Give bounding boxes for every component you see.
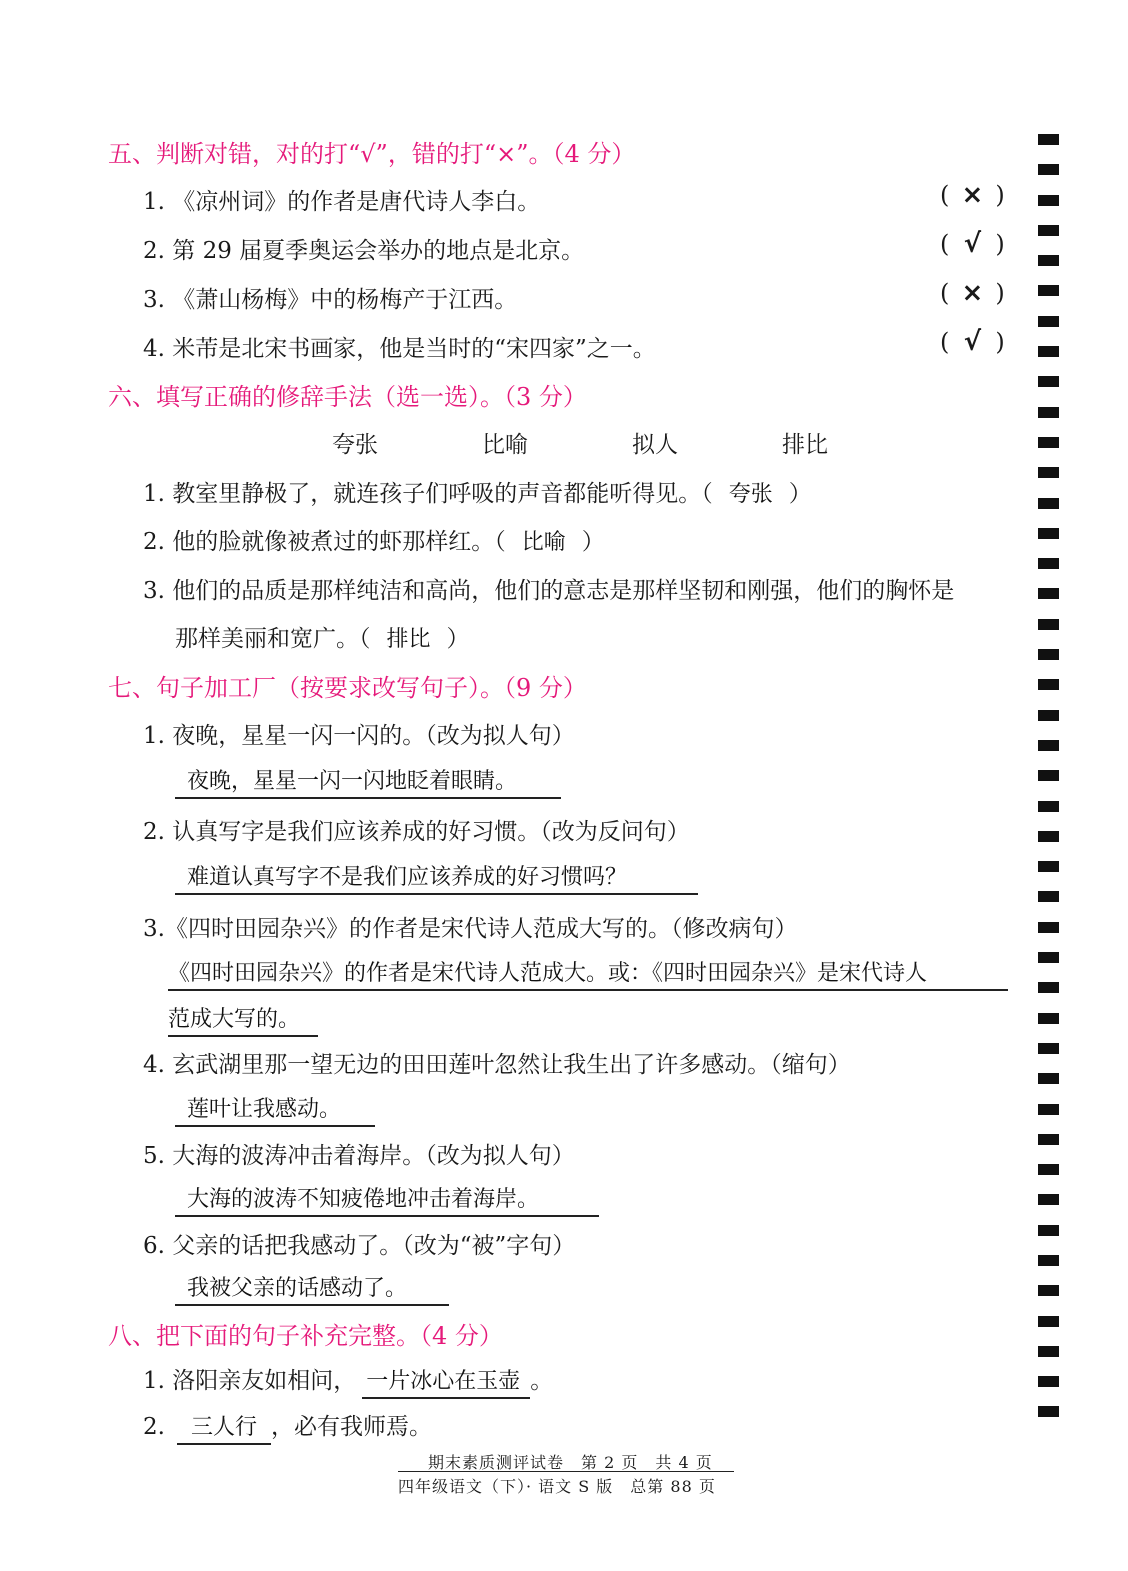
- s7-a2: 难道认真写字不是我们应该养成的好习惯吗？: [175, 860, 698, 895]
- s6-item-3-cont: 那样美丽和宽广。（ 排比 ）: [175, 626, 470, 652]
- s5-answer-1: ( × ): [940, 180, 1005, 210]
- section-7-title: 七、句子加工厂（按要求改写句子）。（9 分）: [108, 674, 587, 702]
- footer-line-2: 四年级语文（下）· 语文 S 版 总第 88 页: [398, 1477, 716, 1496]
- s8-item-2: 2. 三人行 ，必有我师焉。: [143, 1408, 432, 1445]
- s7-q6: 6. 父亲的话把我感动了。（改为“被”字句）: [143, 1233, 576, 1259]
- s5-answer-4: ( √ ): [940, 327, 1005, 357]
- option-2: 比喻: [482, 432, 528, 458]
- s5-item-3: 3. 《萧山杨梅》中的杨梅产于江西。: [143, 287, 518, 313]
- option-4: 排比: [782, 432, 828, 458]
- s7-q2: 2. 认真写字是我们应该养成的好习惯。（改为反问句）: [143, 819, 690, 845]
- s8-item-1: 1. 洛阳亲友如相问， 一片冰心在玉壶 。: [143, 1362, 553, 1399]
- s7-a3: 《四时田园杂兴》的作者是宋代诗人范成大。或：《四时田园杂兴》是宋代诗人: [168, 956, 1008, 991]
- section-6-title: 六、填写正确的修辞手法（选一选）。（3 分）: [108, 383, 587, 411]
- s6-item-2: 2. 他的脸就像被煮过的虾那样红。（ 比喻 ）: [143, 529, 605, 555]
- s6-item-3: 3. 他们的品质是那样纯洁和高尚，他们的意志是那样坚韧和刚强，他们的胸怀是: [143, 578, 955, 604]
- s7-q1: 1. 夜晚，星星一闪一闪的。（改为拟人句）: [143, 723, 575, 749]
- s5-answer-3: ( × ): [940, 278, 1005, 308]
- section-8-title: 八、把下面的句子补充完整。（4 分）: [108, 1322, 503, 1350]
- s7-q4: 4. 玄武湖里那一望无边的田田莲叶忽然让我生出了许多感动。（缩句）: [143, 1052, 851, 1078]
- alignment-marks: [1038, 134, 1060, 1437]
- s7-q3: 3.《四时田园杂兴》的作者是宋代诗人范成大写的。（修改病句）: [143, 916, 798, 942]
- s7-a4: 莲叶让我感动。: [175, 1092, 375, 1127]
- s5-item-1: 1. 《凉州词》的作者是唐代诗人李白。: [143, 189, 541, 215]
- s5-item-2: 2. 第 29 届夏季奥运会举办的地点是北京。: [143, 238, 585, 264]
- s5-answer-2: ( √ ): [940, 229, 1005, 259]
- s7-a3-cont: 范成大写的。: [168, 1002, 318, 1037]
- s6-item-1: 1. 教室里静极了，就连孩子们呼吸的声音都能听得见。（ 夸张 ）: [143, 481, 812, 507]
- s7-a5: 大海的波涛不知疲倦地冲击着海岸。: [175, 1182, 599, 1217]
- footer-divider: [398, 1471, 734, 1472]
- s7-q5: 5. 大海的波涛冲击着海岸。（改为拟人句）: [143, 1143, 575, 1169]
- s5-item-4: 4. 米芾是北宋书画家，他是当时的“宋四家”之一。: [143, 336, 656, 362]
- s7-a1: 夜晚，星星一闪一闪地眨着眼睛。: [175, 764, 561, 799]
- section-5-title: 五、判断对错，对的打“√”，错的打“×”。（4 分）: [108, 140, 636, 168]
- footer-line-1: 期末素质测评试卷 第 2 页 共 4 页: [428, 1453, 713, 1472]
- option-3: 拟人: [632, 432, 678, 458]
- option-1: 夸张: [332, 432, 378, 458]
- s7-a6: 我被父亲的话感动了。: [175, 1271, 449, 1306]
